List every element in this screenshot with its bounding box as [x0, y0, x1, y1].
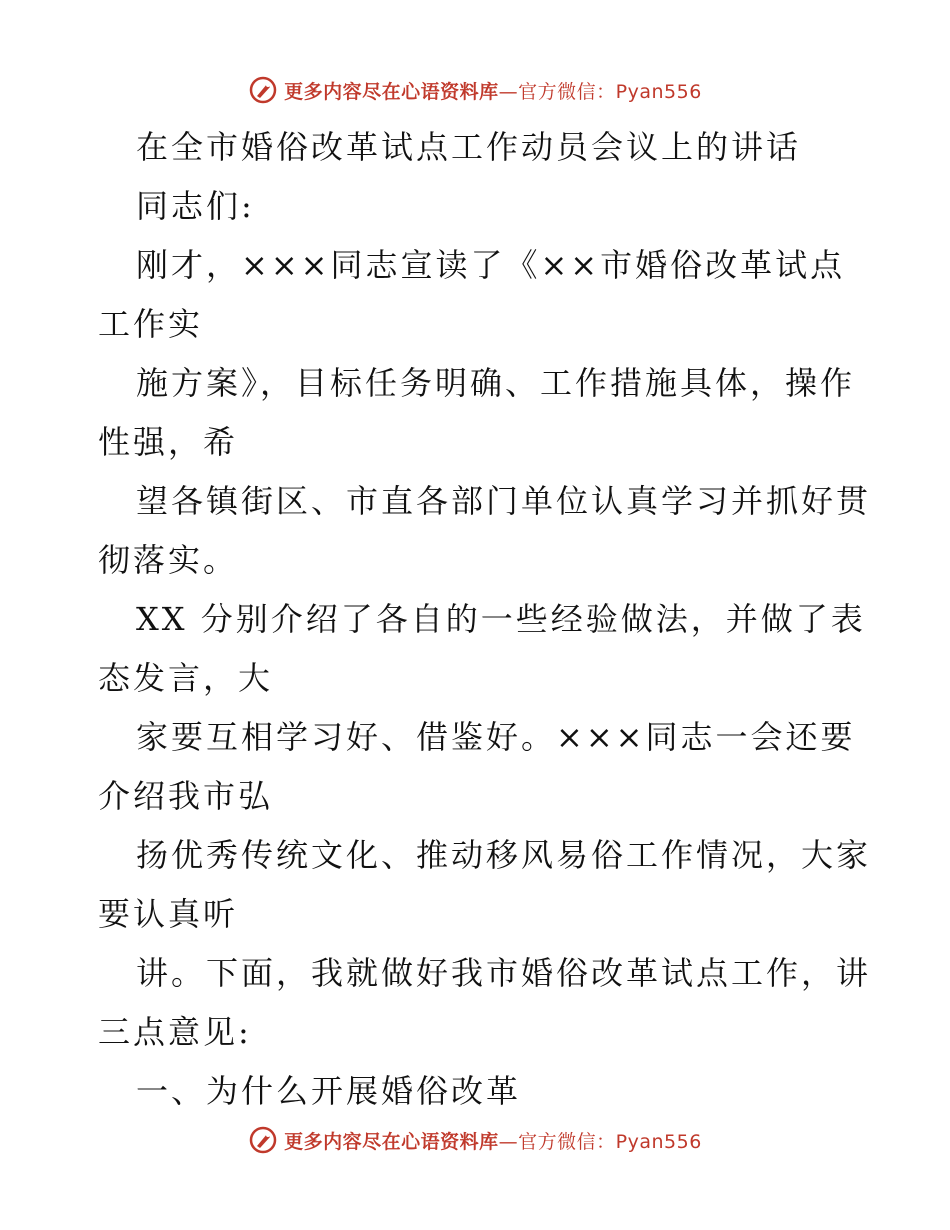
text-line: 一、为什么开展婚俗改革: [136, 1072, 522, 1110]
text-line: 刚才，×××同志宣读了《××市婚俗改革试点: [136, 246, 846, 284]
text-line: 要认真听: [98, 895, 239, 933]
banner-main: 更多内容尽在心语资料库: [284, 80, 499, 103]
text-line: 工作实: [98, 305, 204, 343]
text-line: 彻落实。: [98, 541, 239, 579]
text-line: 扬优秀传统文化、推动移风易俗工作情况，大家: [136, 836, 872, 874]
text-line: 家要互相学习好、借鉴好。×××同志一会还要: [136, 718, 856, 756]
text-line: 望各镇街区、市直各部门单位认真学习并抓好贯: [136, 482, 872, 520]
text-line: 态发言，大: [98, 659, 274, 697]
banner-main: 更多内容尽在心语资料库: [284, 1130, 499, 1153]
footer-banner: [0, 1120, 950, 1160]
header-banner: [0, 70, 950, 110]
text-line: 在全市婚俗改革试点工作动员会议上的讲话: [136, 128, 802, 166]
text-line: 讲。下面，我就做好我市婚俗改革试点工作，讲: [136, 954, 872, 992]
text-line: XX 分别介绍了各自的一些经验做法，并做了表: [136, 600, 866, 638]
banner-wechat: 官方微信：Pyan556: [518, 80, 702, 103]
banner-text: [284, 77, 702, 104]
text-line: 性强，希: [98, 423, 239, 461]
text-line: 三点意见:: [98, 1013, 252, 1051]
text-line: 施方案》，目标任务明确、工作措施具体，操作: [136, 364, 856, 402]
text-line: 同志们:: [136, 187, 255, 225]
pen-nib-logo-icon: [248, 1125, 278, 1155]
pen-nib-logo-icon: [248, 75, 278, 105]
banner-wechat: 官方微信：Pyan556: [518, 1130, 702, 1153]
banner-separator: —: [498, 80, 519, 103]
banner-separator: —: [498, 1130, 519, 1153]
text-line: 介绍我市弘: [98, 777, 274, 815]
document-body: [98, 118, 872, 1121]
banner-text: [284, 1127, 702, 1154]
